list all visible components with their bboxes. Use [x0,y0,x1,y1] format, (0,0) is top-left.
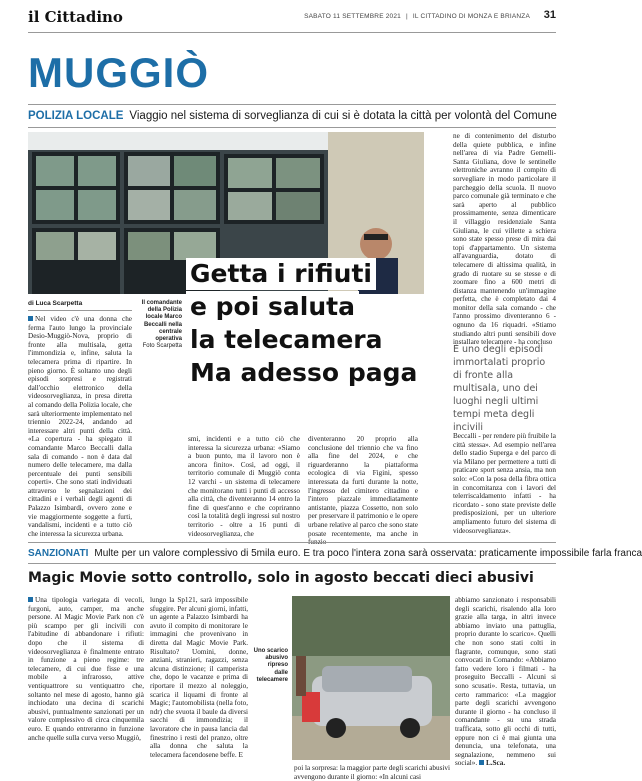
story2-headline: Magic Movie sotto controllo, solo in agosto beccati dieci abusivi [28,570,534,586]
body-text: Nel video c'è una donna che ferma l'auto lungo la provinciale Desio-Muggiò-Nova, proprio di fronte alla multisala, getta l'immondizia e, infine, saluta la telecamera prima di ripartire. In pieno giorno. È soltanto uno degli episodi sorpresi e registrati dall'occhio elettronico della videosorveglianza, in presa diretta al comando della Polizia locale, che sarà ulteriormente implementato nel triennio 2022-24, andando ad interessare altri punti della città. «La copertura - ha spiegato il comandante Marco Beccalli dalla sala di comando - non è data dal numero delle telecamere, ma dalla percentuale dei punti sensibili coperti». Che sono stati individuati attraverso le segnalazioni dei cittadini e i verbali degli agenti di Palazzo Isimbardi, ovvero zone e vie maggiormente soggette a furti, vandalismi, incidenti e a tutto ciò che interessa la sicurezza urbana. [28,315,132,538]
dumping-photo [292,596,450,760]
story1-col3: diventeranno 20 proprio alla conclusione del triennio che va fino alla fine del 2024, e che riguarderanno la piattaforma ecologica di via Figini, spesso interessata da furti durante la notte, l'ingresso del cimitero cittadino e l'intero piazzale immediatamente antistante, piazza Cossetto, non solo per preservare il patrimonio e le opere urbane relative al parco che sono state posate recentemente, ma anche in [308,435,418,538]
page-number: 31 [543,9,556,21]
story2-col4: abbiamo sanzionato i responsabili degli scarichi, risalendo alla loro grazie alla targa, in altri invece abbiamo inviato una pattuglia, proprio durante lo scarico». Quelli che non sono stati colti in flagrante, comunque, sono stati convocati in Comando: «Abbiamo fatto vedere loro i filmati - ha proseguito Beccalli - Alcuni si sono scusati». Resta, tuttavia, un certo rammarico: «La maggior parte degli scarichi avvengono durante il giorno - ha concluso il comandante - su una strada trafficata, sotto gli occhi di tutti, eppure non ci è mai giunta una denuncia, una telefonata, una segnalazione, nemmeno sui social». L.Sca. [455,596,556,768]
headline-line: Ma adesso paga [186,357,421,389]
photo-credit: Foto Scarpetta [142,343,182,350]
story2-kicker-tag: SANZIONATI [28,548,89,559]
headline-line: Getta i rifiuti [186,258,376,290]
story1-kicker-tag: POLIZIA LOCALE [28,110,124,122]
story1-col1 [28,300,132,538]
story2-col2: lungo la Sp121, sarà impossibile sfuggire. Per alcuni giorni, infatti, un agente a Palazzo Isimbardi ha avuto il compito di monitorare le immagini che provenivano in diretta dal Magic Movie Park. Risultato? Uomini, donne, anziani, stranieri, ragazzi, senza alcuna distinzione; il camperista che, dopo le vacanze e prima di riportare il mezzo al noleggio, scarica il liquami di fronte al Magic; l'automobilista (nella foto, ndr) che svuota il baule da diversi sacchi di immondizia; il lavoratore che in pausa lancia dal finestrino i resti del pranzo, oltre alla donna che saluta la telecamera facendosene beffe. E [150,596,248,759]
story2-col3: poi la sorpresa: la maggior parte degli scarichi abusivi avvengono durante il giorno: «In alcuni casi [294,764,450,781]
story1-col4-end: Beccalli - per rendere più fruibile la città stessa». Ad esempio nell'area dello stadio Superga e del parco di via Milano per permettere a tutti di praticare sport senza ansia, ma non solo: «Con la posa della fibra ottica in concomitanza con i lavori del telerriscaldamento infatti - ha ricordato - sono state previste delle predisposizioni, per un ulteriore ampliamento futuro del sistema di videosorveglianza». [453,432,556,535]
date: SABATO 11 SETTEMBRE 2021 [304,13,401,20]
story1-col2: smi, incidenti e a tutto ciò che interessa la sicurezza urbana: «Siamo a buon punto, ma il lavoro non è ancora finito». Così, ad oggi, il territorio comunale di Muggiò conta 12 varchi - un sistema di telecamere che monitorano tutti i punti di accesso alla città, che diventeranno 14 entro la fine di quest'anno e che copriranno così la totalità degli ingressi sul nostro territorio - oltre a 16 punti di videosorveglianza, che [188,435,300,538]
story2-col1: Una tipologia variegata di vecoli, furgoni, auto, camper, ma anche persone. Al Magic Movie Park non c'è più scampo per gli incivili con l'abitudine di abbandonare i rifiuti: dopo che il sistema di videosorveglianza è finalmente entrato in funzione a pieno regime: tre telecamere, di cui due fisse e una mobile a infrarosso, attive ventiquattrore su ventiquattro che, soltanto nel mese di agosto, hanno già inchiodato una decina di scarichi abusivi, puntualmente sanzionati per un valore complessivo di circa cinquemila euro. E quando entreranno in funzione anche quelle sulla curva verso Muggiò, [28,596,144,742]
story2-kicker [28,548,642,559]
pull-quote: È uno degli episodi immortalati proprio di fronte alla multisala, uno dei luoghi negli ultimi tempi meta degli incivili [453,344,546,433]
bullet-icon [28,316,33,321]
dumping-illustration [292,596,450,760]
bullet-icon [479,760,484,765]
headline-line: la telecamera [186,324,386,356]
divider [28,127,556,128]
newspaper-brand: il Cittadino [28,8,123,26]
photo-caption: Uno scarico abusivo ripreso dalle telecamere [253,648,288,683]
city-title: MUGGIÒ [28,49,209,96]
byline: di Luca Scarpetta [28,300,83,307]
dateline: SABATO 11 SETTEMBRE 2021 | IL CITTADINO DI MONZA E BRIANZA [304,13,530,20]
headline-line: e poi saluta [186,291,359,323]
photo-caption: Il comandante della Polizia locale Marco Beccalli nella centrale operativa Foto Scarpetta [141,300,182,350]
story1-headline [186,258,422,390]
bullet-icon [28,597,33,602]
story1-kicker [28,110,557,122]
masthead [28,8,556,33]
divider [28,542,556,543]
signoff: L.Sca. [485,759,506,768]
story2-kicker-text: Multe per un valore complessivo di 5mila euro. E tra poco l'intera zona sarà osservata: praticamente impossibile farla franca [94,548,642,559]
divider [28,104,556,105]
divider [28,563,556,564]
story1-kicker-text: Viaggio nel sistema di sorveglianza di cui si è dotata la città per volontà del Comune [129,110,557,122]
section-name: IL CITTADINO DI MONZA E BRIANZA [412,13,530,20]
story1-col4: ne di contenimento del disturbo della quiete pubblica, e infine nell'area di via Padre Gemelli-Santa Giuliana, dove le sentinelle elettroniche avranno il compito di sorvegliare in modo particolare il parcheggio della scuola. Il nuovo parco comunale già terminato e che sarà aperto al pubblico prossimamente, senza dimenticare il villaggio residenziale Santa Giuliana, le cui villette a schiera sono state spesso prese di mira dai topi d'appartamento. Un sistema all'avanguardia, dotato di telecamere di altissima qualità, in grado di ruotare su se stesse e di zoomare fino a 600 metri di distanza mantenendo un'immagine perfetta, che è completato dai 4 monitor della sala comando - che l'anno prossimo diventeranno 6 - ognuno da 16 riquadri. «Stiamo studiando altri punti sensibili dove installare telecamere - ha concluso [453,132,556,347]
